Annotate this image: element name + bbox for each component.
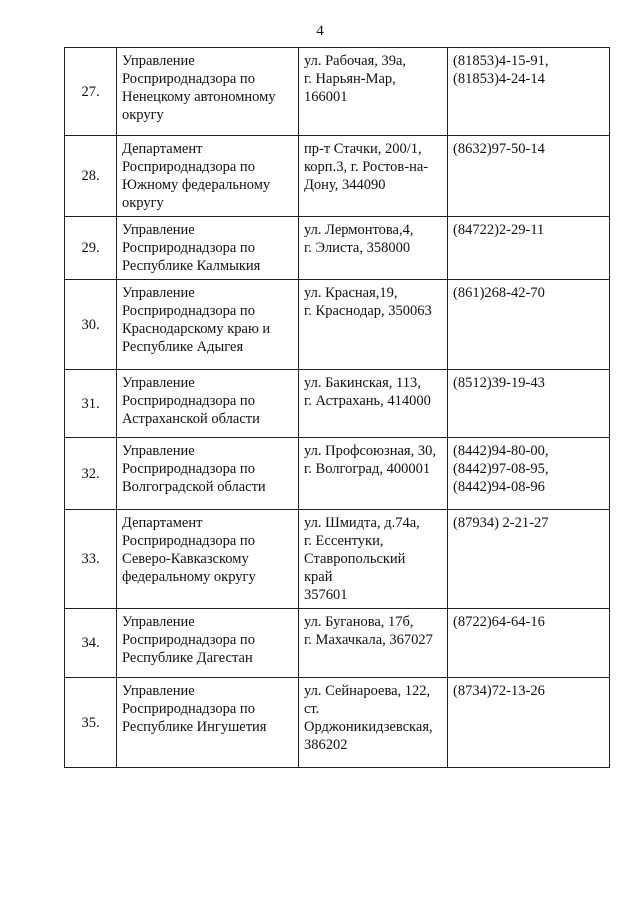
organization-line: Росприроднадзора по	[122, 533, 255, 549]
table-row	[65, 609, 610, 678]
address-line: 166001	[304, 89, 348, 105]
organization-line: Астраханской области	[122, 411, 260, 427]
phone-line: (8722)64-64-16	[453, 614, 545, 630]
phone-line: (84722)2-29-11	[453, 222, 545, 238]
phone-cell	[448, 438, 610, 510]
phone-cell	[448, 48, 610, 136]
address-cell	[299, 510, 448, 609]
address-cell	[299, 280, 448, 370]
phone-line: (8442)94-80-00,	[453, 443, 549, 459]
address-line: г. Элиста, 358000	[304, 240, 411, 256]
phone-cell	[448, 678, 610, 768]
organization-line: Управление	[122, 614, 195, 630]
row-number: 29.	[65, 217, 117, 280]
table-row	[65, 136, 610, 217]
page-number: 4	[316, 23, 324, 39]
organization-line: Управление	[122, 443, 195, 459]
row-number: 28.	[65, 136, 117, 217]
address-line: пр-т Стачки, 200/1,	[304, 141, 422, 157]
organization-line: Управление	[122, 53, 195, 69]
organization-line: округу	[122, 107, 164, 123]
address-line: 386202	[304, 737, 348, 753]
organization-line: Росприроднадзора по	[122, 159, 255, 175]
organization-line: Управление	[122, 222, 195, 238]
row-number: 32.	[65, 438, 117, 510]
organization-cell	[117, 510, 299, 609]
organization-line: Республике Дагестан	[122, 650, 253, 666]
address-line: ул. Сейнароева, 122,	[304, 683, 431, 699]
organization-line: Росприроднадзора по	[122, 701, 255, 717]
row-number: 34.	[65, 609, 117, 678]
address-line: ул. Рабочая, 39а,	[304, 53, 407, 69]
organization-line: Краснодарскому краю и	[122, 321, 271, 337]
table-row	[65, 217, 610, 280]
organization-line: Ненецкому автономному	[122, 89, 276, 105]
table-row	[65, 510, 610, 609]
organization-line: Росприроднадзора по	[122, 461, 255, 477]
phone-cell	[448, 370, 610, 438]
row-number: 33.	[65, 510, 117, 609]
address-cell	[299, 609, 448, 678]
table-row	[65, 48, 610, 136]
organization-line: Республике Калмыкия	[122, 258, 261, 274]
row-number: 31.	[65, 370, 117, 438]
organization-line: Республике Адыгея	[122, 339, 244, 355]
table-row	[65, 280, 610, 370]
organization-line: Росприроднадзора по	[122, 240, 255, 256]
phone-cell	[448, 136, 610, 217]
address-line: ст.	[304, 701, 320, 717]
organization-line: Департамент	[122, 515, 203, 531]
organization-cell	[117, 48, 299, 136]
address-line: Орджоникидзевская,	[304, 719, 433, 735]
organization-line: Росприроднадзора по	[122, 303, 255, 319]
address-line: г. Нарьян-Мар,	[304, 71, 396, 87]
address-line: ул. Бакинская, 113,	[304, 375, 421, 391]
organization-line: Департамент	[122, 141, 203, 157]
address-line: корп.3, г. Ростов-на-	[304, 159, 429, 175]
organization-line: федеральному округу	[122, 569, 256, 585]
phone-cell	[448, 510, 610, 609]
organization-cell	[117, 609, 299, 678]
organization-cell	[117, 438, 299, 510]
offices-table-body	[65, 48, 610, 768]
address-line: г. Ессентуки,	[304, 533, 384, 549]
address-cell	[299, 217, 448, 280]
address-cell	[299, 136, 448, 217]
organization-cell	[117, 136, 299, 217]
address-line: ул. Буганова, 17б,	[304, 614, 414, 630]
phone-line: (8632)97-50-14	[453, 141, 545, 157]
address-line: край	[304, 569, 333, 585]
organization-line: округу	[122, 195, 164, 211]
organization-line: Росприроднадзора по	[122, 393, 255, 409]
address-cell	[299, 678, 448, 768]
organization-line: Южному федеральному	[122, 177, 271, 193]
organization-line: Волгоградской области	[122, 479, 266, 495]
organization-line: Росприроднадзора по	[122, 71, 255, 87]
address-line: Ставропольский	[304, 551, 406, 567]
organization-line: Управление	[122, 285, 195, 301]
table-row	[65, 370, 610, 438]
table-row	[65, 438, 610, 510]
organization-line: Росприроднадзора по	[122, 632, 255, 648]
address-line: г. Астрахань, 414000	[304, 393, 431, 409]
organization-cell	[117, 217, 299, 280]
row-number: 30.	[65, 280, 117, 370]
address-line: г. Краснодар, 350063	[304, 303, 432, 319]
row-number: 35.	[65, 678, 117, 768]
address-line: 357601	[304, 587, 348, 603]
table-row	[65, 678, 610, 768]
organization-line: Республике Ингушетия	[122, 719, 267, 735]
address-line: г. Махачкала, 367027	[304, 632, 433, 648]
offices-table	[64, 47, 610, 768]
address-line: ул. Профсоюзная, 30,	[304, 443, 436, 459]
organization-line: Управление	[122, 375, 195, 391]
address-cell	[299, 48, 448, 136]
phone-cell	[448, 609, 610, 678]
organization-line: Управление	[122, 683, 195, 699]
address-line: ул. Лермонтова,4,	[304, 222, 414, 238]
phone-cell	[448, 280, 610, 370]
phone-line: (861)268-42-70	[453, 285, 545, 301]
phone-line: (8442)94-08-96	[453, 479, 545, 495]
phone-line: (8734)72-13-26	[453, 683, 545, 699]
address-line: ул. Шмидта, д.74а,	[304, 515, 420, 531]
address-line: Дону, 344090	[304, 177, 386, 193]
address-cell	[299, 438, 448, 510]
organization-cell	[117, 678, 299, 768]
organization-line: Северо-Кавказскому	[122, 551, 249, 567]
address-cell	[299, 370, 448, 438]
organization-cell	[117, 370, 299, 438]
phone-line: (8442)97-08-95,	[453, 461, 549, 477]
phone-line: (81853)4-15-91,	[453, 53, 549, 69]
address-line: ул. Красная,19,	[304, 285, 398, 301]
phone-line: (81853)4-24-14	[453, 71, 545, 87]
phone-cell	[448, 217, 610, 280]
phone-line: (8512)39-19-43	[453, 375, 545, 391]
organization-cell	[117, 280, 299, 370]
phone-line: (87934) 2-21-27	[453, 515, 549, 531]
address-line: г. Волгоград, 400001	[304, 461, 431, 477]
row-number: 27.	[65, 48, 117, 136]
